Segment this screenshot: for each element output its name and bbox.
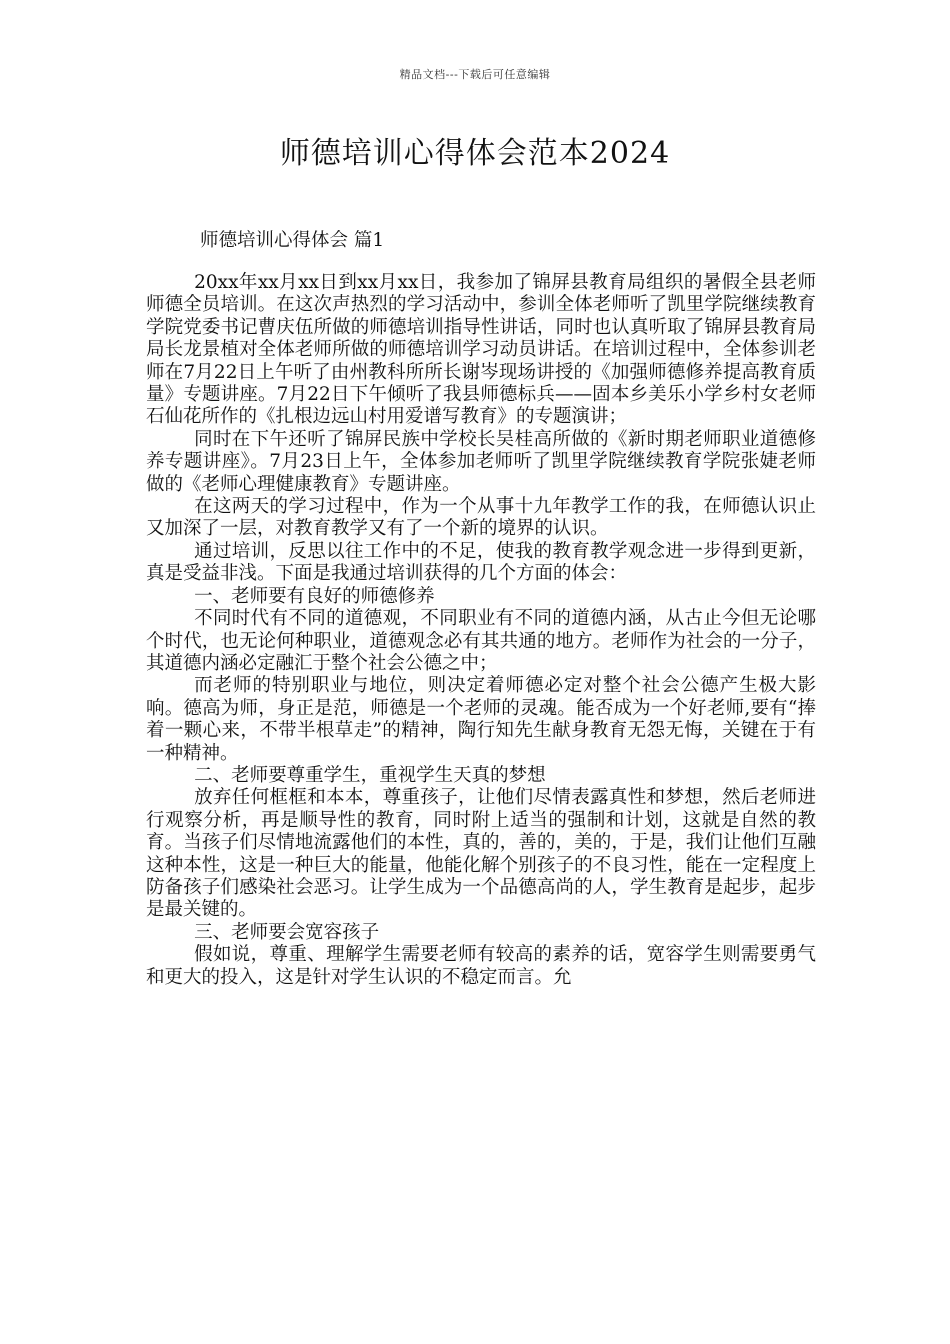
header-note: 精品文档---下载后可任意编辑 xyxy=(399,68,551,81)
paragraph: 同时在下午还听了锦屏民族中学校长吴桂高所做的《新时期老师职业道德修养专题讲座》。7月23日上午，全体参加老师听了凯里学院继续教育学院张婕老师做的《老师心理健康教育》专题讲座。 xyxy=(146,428,816,495)
section-subtitle: 师德培训心得体会 篇1 xyxy=(200,230,385,251)
paragraph: 不同时代有不同的道德观，不同职业有不同的道德内涵，从古止今但无论哪个时代，也无论何种职业，道德观念必有其共通的地方。老师作为社会的一分子，其道德内涵必定融汇于整个社会公德之中； xyxy=(146,608,816,674)
paragraph: 放弃任何框框和本本，尊重孩子，让他们尽情表露真性和梦想，然后老师进行观察分析，再是顺导性的教育，同时附上适当的强制和计划，这就是自然的教育。当孩子们尽情地流露他们的本性，真的，善的，美的，于是，我们让他们互融这种本性，这是一种巨大的能量，他能化解个别孩子的不良习性，能在一定程度上防备孩子们感染社会恶习。让学生成为一个品德高尚的人，学生教育是起步，起步是最关键的。 xyxy=(146,787,816,921)
section-heading: 二、老师要尊重学生，重视学生天真的梦想 xyxy=(194,764,546,786)
section-heading: 三、老师要会宽容孩子 xyxy=(194,921,380,943)
paragraph: 假如说，尊重、理解学生需要老师有较高的素养的话，宽容学生则需要勇气和更大的投入，这是针对学生认识的不稳定而言。允 xyxy=(146,944,816,988)
document-title: 师德培训心得体会范本2024 xyxy=(279,136,671,171)
paragraph: 20xx年xx月xx日到xx月xx日，我参加了锦屏县教育局组织的暑假全县老师师德全员培训。在这次声热烈的学习活动中，参训全体老师听了凯里学院继续教育学院党委书记曹庆伍所做的师德培训指导性讲话，同时也认真听取了锦屏县教育局局长龙景植对全体老师所做的师德培训学习动员讲话。在培训过程中，全体参训老师在7月22日上午听了由州教科所所长谢岑现场讲授的《加强师德修养提高教育质量》专题讲座。7月22日下午倾听了我县师德标兵——固本乡美乐小学乡村女老师石仙花所作的《扎根边远山村用爱谱写教育》的专题演讲； xyxy=(146,272,816,428)
document-body xyxy=(146,272,816,989)
paragraph: 而老师的特别职业与地位，则决定着师德必定对整个社会公德产生极大影响。德高为师，身正是范，师德是一个老师的灵魂。能否成为一个好老师,要有“捧着一颗心来，不带半根草走”的精神，陶行知先生献身教育无怨无悔，关键在于有一种精神。 xyxy=(146,675,816,764)
paragraph: 通过培训，反思以往工作中的不足，使我的教育教学观念进一步得到更新，真是受益非浅。下面是我通过培训获得的几个方面的体会： xyxy=(146,540,816,585)
section-heading: 一、老师要有良好的师德修养 xyxy=(194,585,435,607)
paragraph: 在这两天的学习过程中，作为一个从事十九年教学工作的我，在师德认识止又加深了一层，对教育教学又有了一个新的境界的认识。 xyxy=(146,496,816,540)
